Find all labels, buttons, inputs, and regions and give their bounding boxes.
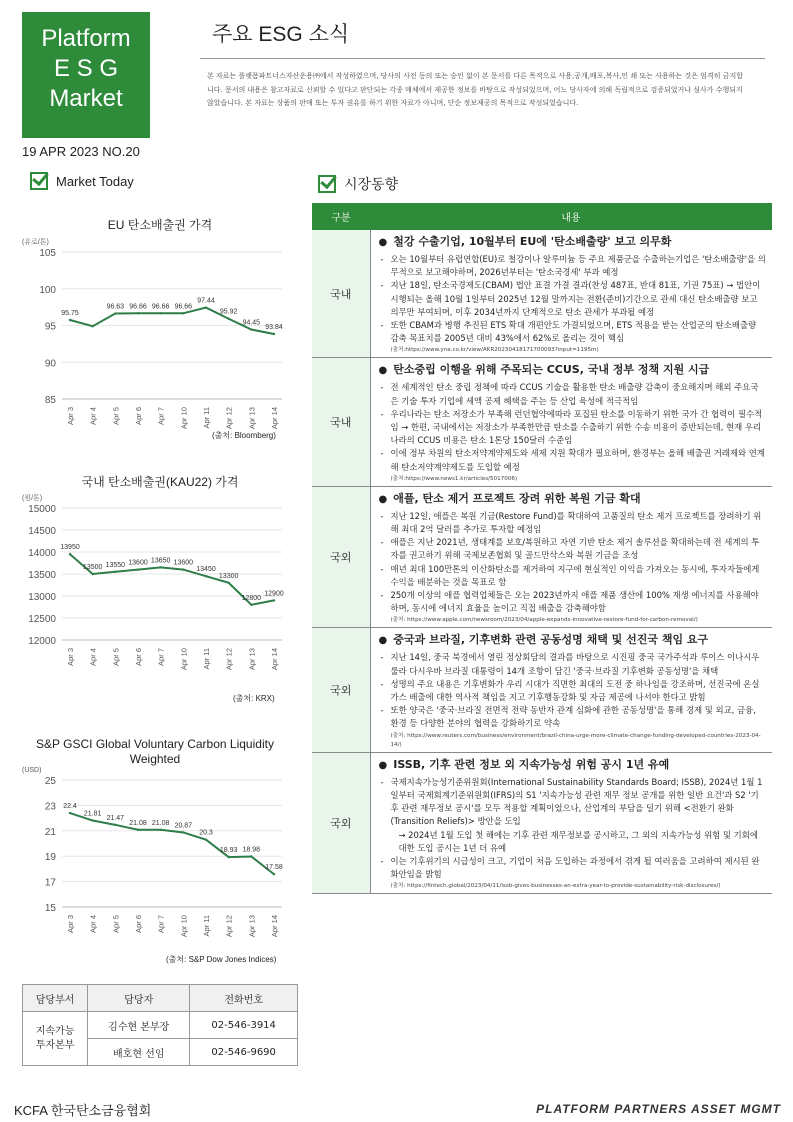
- news-bullet: → 2024년 1월 도입 첫 해에는 기후 관련 재무정보를 공시하고, 그 외의 지속가능성 위험 및 기회에 대한 도입 공시는 1년 더 유예: [398, 829, 758, 853]
- contact-phone: 02-546-9690: [190, 1039, 298, 1066]
- market-trend-label: 시장동향: [344, 176, 399, 192]
- x-tick-label: Apr 12: [224, 648, 234, 671]
- series-line: [70, 810, 274, 874]
- y-axis-unit: (유로/톤): [22, 239, 49, 246]
- data-point: [114, 312, 116, 314]
- data-point: [91, 325, 93, 327]
- data-label: 96.63: [106, 303, 125, 311]
- data-point: [69, 812, 71, 814]
- data-label: 13300: [218, 572, 239, 580]
- data-label: 96.66: [174, 303, 193, 311]
- data-point: [91, 573, 93, 575]
- news-bullet: - 이에 정부 차원의 탄소저약계약제도와 세제 지원 확대가 필요하며, 환경부는 올해 배출권 거래제와 연계해 탄소저약계약제도를 도입할 예정: [379, 447, 767, 473]
- y-tick-label: 14000: [28, 548, 56, 559]
- data-point: [250, 604, 252, 606]
- data-label: 21.81: [83, 810, 102, 818]
- data-point: [273, 333, 275, 335]
- y-tick-label: 21: [44, 826, 56, 838]
- logo-line-1: Platform: [41, 25, 131, 52]
- data-point: [114, 571, 116, 573]
- news-header-category: 구분: [312, 203, 370, 230]
- news-bullet: - 250개 이상의 애플 협력업체들은 오는 2023년까지 애플 제품 생산에 100% 재생 에너지를 사용해야 하며, 동시에 에너지 효율을 높이고 직접 배출을 감축해야함: [379, 589, 767, 615]
- data-label: 96.66: [129, 303, 147, 311]
- data-point: [205, 306, 207, 308]
- data-label: 21.08: [151, 819, 170, 827]
- data-point: [91, 819, 93, 821]
- y-tick-label: 19: [44, 852, 56, 864]
- x-tick-label: Apr 14: [270, 915, 279, 938]
- news-header-content: 내용: [370, 203, 772, 230]
- data-point: [69, 319, 71, 321]
- news-headline: ● ISSB, 기후 관련 정보 외 지속가능성 위험 공시 1년 유예: [379, 757, 767, 774]
- news-headline: ● 중국과 브라질, 기후변화 관련 공동성명 채택 및 선진국 책임 요구: [379, 632, 767, 649]
- data-point: [205, 838, 207, 840]
- data-label: 21.47: [106, 814, 125, 822]
- data-label: 13600: [128, 559, 148, 567]
- data-point: [137, 568, 139, 570]
- news-row: [312, 628, 772, 752]
- data-label: 12800: [241, 594, 262, 602]
- x-tick-label: Apr 13: [247, 915, 257, 938]
- eu-carbon-price-chart: [18, 232, 298, 447]
- news-bullet: - 매년 최대 100만톤의 이산화탄소를 제거하여 지구에 현실적인 이익을 가져오는 동시에, 투자자들에게 수익을 배분하는 것을 목표로 함: [379, 563, 767, 589]
- news-headline: ● 철강 수출기업, 10월부터 EU에 '탄소배출량' 보고 의무화: [379, 234, 767, 251]
- x-tick-label: Apr 10: [179, 648, 189, 671]
- x-tick-label: Apr 12: [224, 407, 234, 430]
- chart-2-title: 국내 탄소배출권(KAU22) 가격: [81, 475, 239, 489]
- data-point: [159, 312, 161, 314]
- data-point: [273, 599, 275, 601]
- data-point: [69, 553, 71, 555]
- data-point: [114, 824, 116, 826]
- data-label: 12900: [264, 590, 284, 598]
- news-bullet: - 국제지속가능성기준위원회(International Sustainability Standards Board; ISSB), 2024년 1월 1일부터 국제회계기준위원회(IFRS)의 S1 '지속가능성 관련 재무 정보 공개를 위한 일반 요건'과 S2 '기후 관련 재무정보 공시'를 모두 적용할 계획이었으나, 산업계의 부담을 덜기 위해 <전환기 완화(Transition Reliefs)> 방안을 도입: [379, 776, 767, 829]
- y-tick-label: 13000: [28, 592, 56, 603]
- news-source: (출처: https://www.reuters.com/business/environment/brazil-china-urge-more-climate-change-funding-developed-countries-2023-04-14/): [390, 732, 761, 748]
- data-label: 97.44: [197, 297, 215, 305]
- contact-table: [22, 984, 298, 1066]
- news-source: (출처: https://fintech.global/2023/04/11/issb-gives-businesses-an-extra-year-to-provide-sustainability-risk-disclosures/): [390, 883, 721, 890]
- data-point: [250, 328, 252, 330]
- x-tick-label: Apr 11: [202, 407, 211, 429]
- platform-esg-logo: [22, 12, 150, 138]
- x-tick-label: Apr 10: [179, 915, 189, 938]
- contact-header-dept: 담당부서: [23, 985, 88, 1012]
- x-tick-label: Apr 13: [247, 407, 257, 430]
- data-point: [159, 566, 161, 568]
- sp-gsci-carbon-chart: [18, 760, 298, 955]
- data-point: [159, 829, 161, 831]
- data-label: 13550: [105, 561, 126, 569]
- chart-3-source: (출처: S&P Dow Jones Indices): [166, 955, 277, 964]
- data-label: 96.66: [151, 303, 170, 311]
- y-tick-label: 15: [44, 903, 56, 914]
- contact-name: 배호현 선임: [88, 1039, 190, 1066]
- data-point: [227, 582, 229, 584]
- y-tick-label: 12500: [28, 614, 56, 625]
- title-divider: [200, 58, 765, 59]
- x-tick-label: Apr 3: [66, 915, 75, 933]
- x-tick-label: Apr 3: [66, 407, 75, 425]
- news-row: [312, 752, 772, 894]
- news-row: [312, 358, 772, 486]
- data-point: [227, 856, 229, 858]
- data-label: 21.08: [129, 819, 147, 827]
- logo-line-3: Market: [49, 85, 123, 112]
- y-tick-label: 100: [39, 284, 56, 296]
- news-source: (출처: https://www.apple.com/newsroom/2023/04/apple-expands-innovative-restore-fund-for-carbon-removal/): [390, 617, 698, 624]
- news-headline: ● 애플, 탄소 제거 프로젝트 장려 위한 복원 기금 확대: [379, 491, 767, 508]
- y-tick-label: 23: [44, 801, 56, 813]
- data-label: 22.4: [63, 803, 77, 811]
- y-tick-label: 25: [44, 776, 56, 787]
- data-point: [137, 312, 139, 314]
- y-tick-label: 85: [44, 395, 56, 406]
- kau22-price-chart: [18, 488, 298, 688]
- data-label: 13650: [150, 557, 171, 565]
- x-tick-label: Apr 4: [88, 407, 98, 425]
- market-today-label: Market Today: [56, 173, 134, 189]
- data-label: 95.75: [61, 309, 79, 317]
- x-tick-label: Apr 13: [247, 648, 257, 671]
- y-tick-label: 12000: [28, 636, 56, 647]
- y-tick-label: 90: [44, 358, 56, 370]
- page-title: 주요 ESG 소식: [212, 23, 350, 46]
- news-category: 국외: [312, 628, 370, 752]
- contact-header-phone: 전화번호: [190, 985, 298, 1012]
- x-tick-label: Apr 4: [88, 915, 98, 933]
- x-tick-label: Apr 12: [224, 915, 234, 938]
- x-tick-label: Apr 5: [111, 915, 121, 933]
- data-label: 13600: [173, 559, 194, 567]
- news-bullet: - 지난 18일, 탄소국경제도(CBAM) 법안 표결 가결 결과(찬성 487표, 반대 81표, 기권 75표) → 법안이 시행되는 올해 10월 1일부터 2025년 12월 말까지는 전환(준비)기간으로 관세 대신 탄소배출량 보고 의무만 부여되며, 이후 2034년까지 단계적으로 탄소 관세가 부과될 예정: [379, 279, 767, 319]
- y-axis-unit: (원/톤): [22, 495, 43, 502]
- news-category: 국내: [312, 230, 370, 358]
- news-source: (출처:https://www.news1.kr/articles/5017006): [390, 475, 518, 482]
- x-tick-label: Apr 5: [111, 407, 121, 425]
- news-bullet: - 성명의 주요 내용은 기후변화가 우리 시대가 직면한 최대의 도전 중 하나임을 강조하며, 선진국에 온실가스 배출에 대한 역사적 책임을 지고 기후행동강화 및 자금 제공에 나서야 한다고 밝힘: [379, 678, 767, 704]
- x-tick-label: Apr 6: [134, 648, 143, 666]
- data-label: 18.98: [242, 846, 261, 854]
- data-label: 93.84: [265, 324, 283, 332]
- data-point: [182, 831, 184, 833]
- data-label: 20.87: [174, 822, 193, 830]
- y-tick-label: 14500: [28, 526, 56, 537]
- x-tick-label: Apr 7: [156, 915, 166, 933]
- data-label: 13500: [82, 564, 103, 571]
- y-axis-unit: (USD): [22, 767, 42, 774]
- x-tick-label: Apr 11: [202, 915, 211, 937]
- contact-name: 김수현 본부장: [88, 1012, 190, 1039]
- news-bullet: - 이는 기후위기의 시급성이 크고, 기업이 처음 도입하는 과정에서 겪게 될 여러움을 고려하여 제시된 완화안임을 밝힘: [379, 855, 767, 881]
- news-bullet: - 또한 CBAM과 병행 추진된 ETS 확대 개편안도 가결되었으며, ETS 적용을 받는 산업군의 탄소배출량 감축 목표치를 2005년 대비 43%에서 62%로 올리는 것이 핵심: [379, 319, 767, 345]
- y-tick-label: 13500: [28, 570, 56, 581]
- data-point: [273, 873, 275, 875]
- news-bullet: - 지난 12일, 애플은 복원 기금(Restore Fund)를 확대하여 고품질의 탄소 제거 프로젝트를 장려하기 위해 최대 2억 달러를 추가로 투자할 예정임: [379, 510, 767, 536]
- x-tick-label: Apr 10: [179, 407, 189, 430]
- y-tick-label: 17: [44, 877, 56, 889]
- market-today-header: [30, 172, 134, 190]
- y-tick-label: 95: [44, 321, 56, 333]
- data-point: [205, 575, 207, 577]
- x-tick-label: Apr 14: [270, 407, 279, 430]
- data-point: [250, 855, 252, 857]
- news-bullet: - 오는 10월부터 유럽연합(EU)로 철강이나 알루미늄 등 주요 제품군을 수출하는기업은 '탄소배출량'을 의무적으로 보고해야하며, 2026년부터는 '탄소국경세' 부과 예정: [379, 253, 767, 279]
- market-trend-table: [312, 203, 772, 894]
- check-icon: [30, 172, 48, 190]
- data-label: 17.58: [265, 864, 283, 872]
- x-tick-label: Apr 6: [134, 915, 143, 933]
- news-row: [312, 486, 772, 628]
- logo-line-2: E S G: [53, 55, 119, 82]
- data-label: 94.45: [242, 319, 261, 327]
- x-tick-label: Apr 7: [156, 648, 166, 666]
- data-point: [182, 568, 184, 570]
- news-category: 국외: [312, 486, 370, 628]
- check-icon: [318, 175, 336, 193]
- news-bullet: - 우리나라는 탄소 저장소가 부족해 런던협약에따라 포집된 탄소를 이동하기 위한 국가 간 협력이 필수적임 → 한편, 국내에서는 저장소가 부족한만큼 탄소를 수출하기 위한 수송 비용이 증반되는데, 현재 우리나라의 CCUS 비용은 탄소 1톤당 150달러 수준임: [379, 408, 767, 448]
- x-tick-label: Apr 3: [66, 648, 75, 666]
- news-category: 국외: [312, 752, 370, 894]
- y-tick-label: 105: [39, 248, 56, 259]
- data-label: 95.92: [219, 308, 238, 316]
- kcfa-logo-text: KCFA 한국탄소금융협회: [14, 1103, 152, 1118]
- x-tick-label: Apr 6: [134, 407, 143, 425]
- news-bullet: - 또한 양국은 '중국·브라질 전면적 전략 동반자 관계 심화에 관한 공동성명'을 통해 경제 및 외교, 금융, 환경 등 다양한 분야의 협력을 강화하기로 약속: [379, 704, 767, 730]
- disclaimer: 본 자료는 플랫폼파트너스자산운용㈜에서 작성하였으며, 당사의 사전 동의 또는 승인 없이 본 문서를 다른 목적으로 사용,공개,배포,복사,인 쇄 또는 사용하는 것은 엄격히 금지합니다. 문서의 내용은 참고자료로 신뢰할 수 있다고 판단되는 각종 매체에서 제공한 정보를 바탕으로 작성되었으며, 어느 당사자에 의해 독립적으로 검증되었거나 심사가 수행되지 않았습니다. 본 자료는 상품의 판매 또는 투자 권유를 하기 위한 자료가 아니며, 단순 정보제공의 목적으로 작성되었습니다.: [207, 72, 743, 107]
- news-headline: ● 탄소중립 이행을 위해 주목되는 CCUS, 국내 정부 정책 지원 시급: [379, 362, 767, 379]
- news-bullet: - 애플은 지난 2021년, 생태계를 보호/복원하고 자연 기반 탄소 제거 솔루션을 확대하는데 전 세계의 투자를 권고하기 위해 국제보존협회 및 골드만삭스와 복원 기금을 조성: [379, 536, 767, 562]
- chart-3-title: S&P GSCI Global Voluntary Carbon Liquidity Weighted: [36, 737, 274, 766]
- x-tick-label: Apr 4: [88, 648, 98, 666]
- chart-1-title: EU 탄소배출권 가격: [107, 218, 213, 232]
- data-label: 20.3: [199, 829, 213, 837]
- x-tick-label: Apr 14: [270, 648, 279, 671]
- x-tick-label: Apr 11: [202, 648, 211, 670]
- data-label: 13950: [60, 544, 80, 552]
- contact-dept: 지속가능 투자본부: [23, 1012, 88, 1066]
- data-label: 18.93: [219, 847, 238, 855]
- data-point: [137, 829, 139, 831]
- platform-partners-logo-text: PLATFORM PARTNERS ASSET MGMT: [536, 1102, 781, 1116]
- issue-date: 19 APR 2023 NO.20: [22, 144, 140, 159]
- x-tick-label: Apr 5: [111, 648, 121, 666]
- news-source: (출처:https://www.yna.co.kr/view/AKR20230418171700093?input=1195m): [390, 347, 599, 354]
- news-row: [312, 230, 772, 358]
- news-bullet: - 지난 14일, 중국 북경에서 열린 정상회담의 결과를 바탕으로 시진핑 중국 국가주석과 루이스 이나시우 룰라 다시우바 브라질 대통령이 14개 조항이 담긴 '중국·브라질 기후변화 공동성명'을 채택: [379, 651, 767, 677]
- market-trend-header: [318, 174, 398, 194]
- data-point: [182, 312, 184, 314]
- chart-1-source: (출처: Bloomberg): [212, 431, 276, 440]
- y-tick-label: 15000: [28, 504, 56, 515]
- news-category: 국내: [312, 358, 370, 486]
- data-point: [227, 318, 229, 320]
- data-label: 13450: [196, 566, 216, 574]
- chart-2-source: (출처: KRX): [233, 694, 275, 703]
- x-tick-label: Apr 7: [156, 407, 166, 425]
- contact-header-name: 담당자: [88, 985, 190, 1012]
- news-bullet: - 전 세계적인 탄소 중립 정책에 따라 CCUS 기술을 활용한 탄소 배출량 감축이 중요해지며 해외 주요국은 기술 투자 기업에 세액 공제 혜택을 주는 등 산업 육성에 적극적임: [379, 381, 767, 407]
- contact-phone: 02-546-3914: [190, 1012, 298, 1039]
